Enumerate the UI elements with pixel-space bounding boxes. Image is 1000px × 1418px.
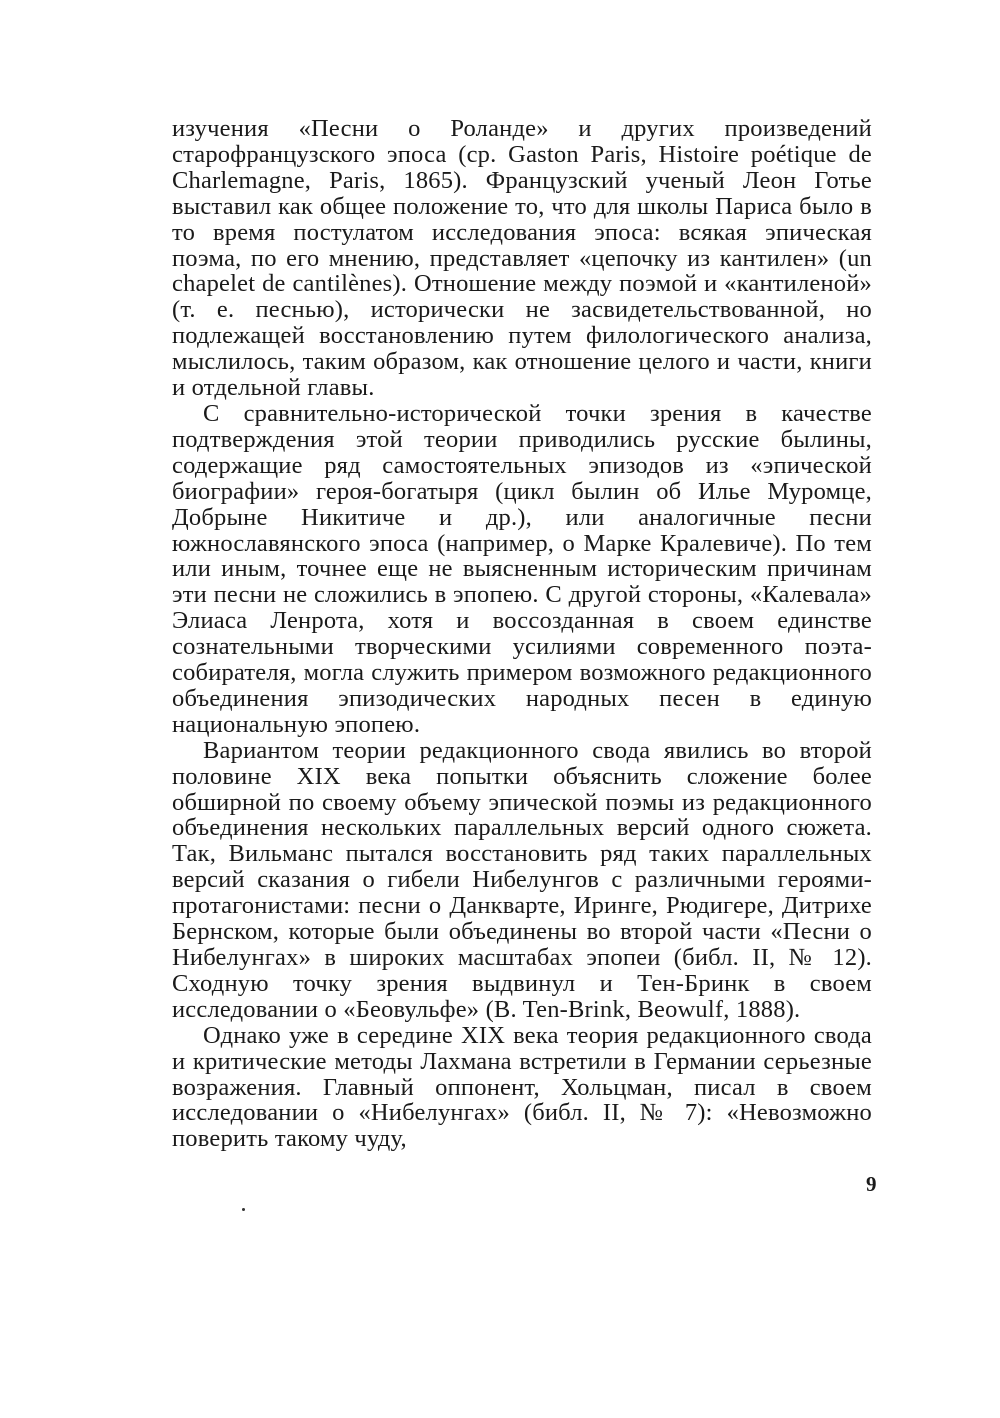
page-number: 9 [866,1172,877,1196]
paragraph-1: изучения «Песни о Роланде» и других произведений старофранцузского эпоса (ср. Gaston Paris, Histoire poétique de Charlemagne, Paris, 1865). Французский ученый Леон Готье выставил как общее положение то, что для школы Париса было в то время постулатом исследования эпоса: всякая эпическая поэма, по его мнению, представляет «цепочку из кантилен» (un chapelet de cantilènes). Отношение между поэмой и «кантиленой» (т. е. песнью), исторически не засвидетельствованной, но подлежащей восстановлению путем филологического анализа, мыслилось, таким образом, как отношение целого и части, книги и отдельной главы. [172,115,872,402]
page-body [172,116,872,1152]
paragraph-2: С сравнительно-исторической точки зрения в качестве подтверждения этой теории приводились русские былины, содержащие ряд самостоятельных эпизодов из «эпической биографии» героя-богатыря (цикл былин об Илье Муромце, Добрыне Никитиче и др.), или аналогичные песни южнославянского эпоса (например, о Марке Кралевиче). По тем или иным, точнее еще не выясненным историческим причинам эти песни не сложились в эпопею. С другой стороны, «Калевала» Элиаса Ленрота, хотя и воссозданная в своем единстве сознательными творческими усилиями современного поэта-собирателя, могла служить примером возможного редакционного объединения эпизодических народных песен в единую национальную эпопею. [172,399,872,738]
paragraph-4: Однако уже в середине XIX века теория редакционного свода и критические методы Лахмана встретили в Германии серьезные возражения. Главный оппонент, Хольцман, писал в своем исследовании о «Нибелунгах» (библ. II, № 7): «Невозможно поверить такому чуду, [172,1021,872,1153]
paragraph-3: Вариантом теории редакционного свода явились во второй половине XIX века попытки объяснить сложение более обширной по своему объему эпической поэмы из редакционного объединения нескольких параллельных версий одного сюжета. Так, Вильманс пытался восстановить ряд таких параллельных версий сказания о гибели Нибелунгов с различными героями-протагонистами: песни о Данкварте, Иринге, Рюдигере, Дитрихе Бернском, которые были объединены во второй части «Песни о Нибелунгах» в широких масштабах эпопеи (библ. II, № 12). Сходную точку зрения выдвинул и Тен-Бринк в своем исследовании о «Беовульфе» (B. Ten-Brink, Beowulf, 1888). [172,736,872,1023]
print-speck [242,1208,245,1211]
